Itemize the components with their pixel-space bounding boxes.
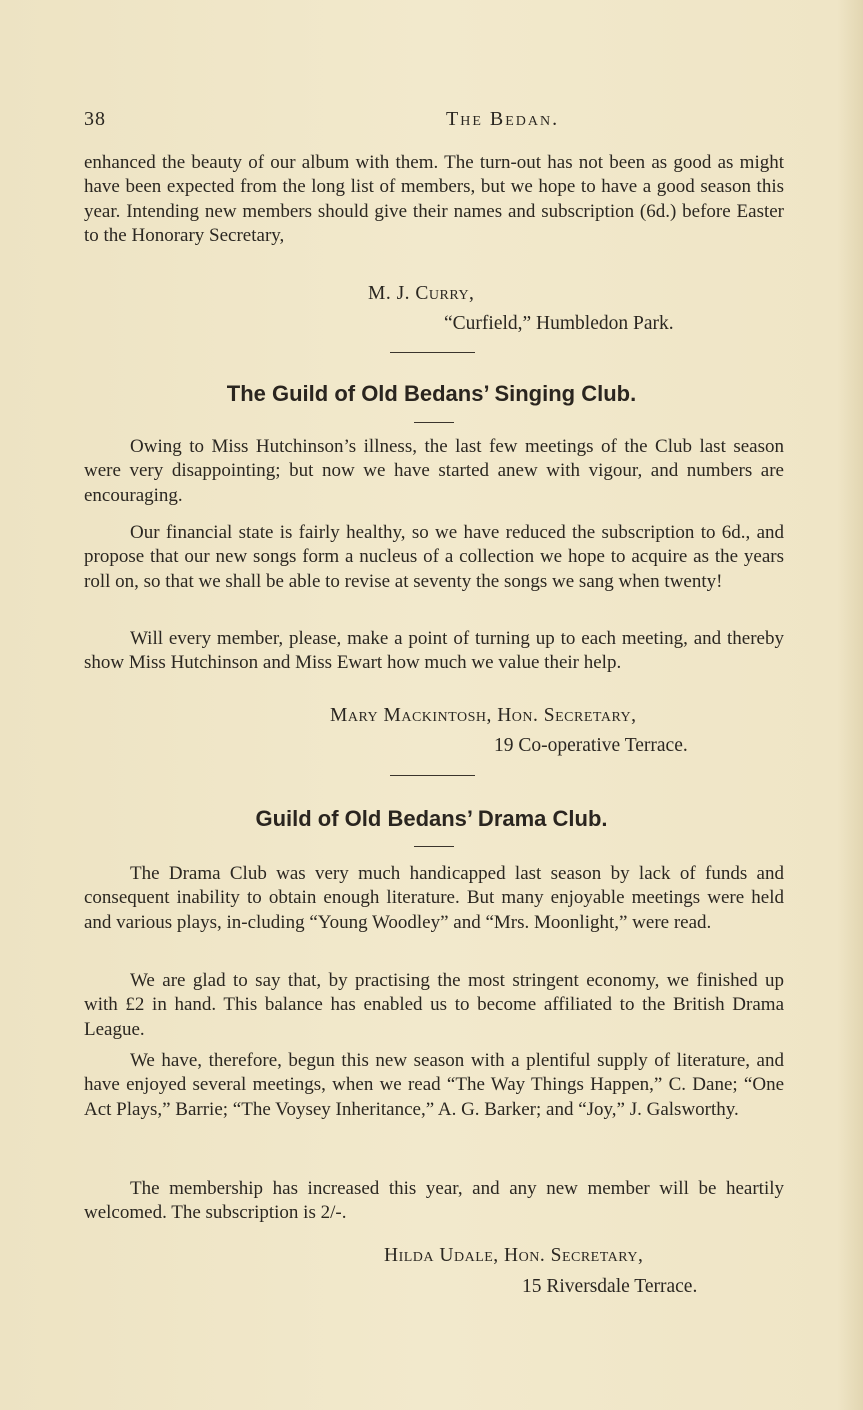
singing-paragraph-1: Owing to Miss Hutchinson’s illness, the last few meetings of the Club last season were very disappointing; but now we have started anew with vigour, and numbers are encouraging. [84,436,784,506]
singing-club-body-3 [84,627,784,676]
section-divider [390,775,475,776]
drama-paragraph-2: We are glad to say that, by practising the most stringent economy, we finished up with £2 in hand. This balance has enabled us to become affiliated to the British Drama League. [84,970,784,1040]
intro-signature-address: “Curfield,” Humbledon Park. [444,313,674,334]
singing-club-body-2 [84,521,784,594]
drama-club-body-3 [84,1049,784,1122]
intro-section [84,151,784,248]
intro-paragraph: enhanced the beauty of our album with them. The turn-out has not been as good as might have been expected from the long list of members, but we hope to have a good season this year. Intending new members should give their names and subscription (6d.) before Easter to the Honorary Secretary, [84,152,784,246]
drama-signature-name: Hilda Udale, Hon. Secretary, [384,1245,644,1266]
singing-club-body [84,435,784,508]
page-number: 38 [84,108,106,130]
singing-signature-address: 19 Co-operative Terrace. [494,735,688,756]
section-divider [390,352,475,353]
singing-paragraph-2: Our financial state is fairly healthy, so we have reduced the subscription to 6d., and propose that our new songs form a nucleus of a collection we hope to acquire as the years roll on, so that we shall be able to revise at seventy the songs we sang when twenty! [84,522,784,592]
page-header [84,108,783,138]
drama-paragraph-3: We have, therefore, begun this new season with a plentiful supply of literature, and have enjoyed several meetings, when we read “The Way Things Happen,” C. Dane; “One Act Plays,” Barrie; “The Voysey Inheritance,” A. G. Barker; and “Joy,” J. Galsworthy. [84,1050,784,1120]
drama-club-body-2 [84,969,784,1042]
drama-club-body [84,862,784,935]
singing-club-title: The Guild of Old Bedans’ Singing Club. [226,381,637,406]
running-title: The Bedan. [446,108,560,130]
drama-signature-address: 15 Riversdale Terrace. [522,1276,698,1297]
drama-club-title: Guild of Old Bedans’ Drama Club. [255,806,608,831]
drama-paragraph-4: The membership has increased this year, and any new member will be heartily welcomed. The subscription is 2/-. [84,1178,784,1224]
singing-paragraph-3: Will every member, please, make a point of turning up to each meeting, and thereby show Miss Hutchinson and Miss Ewart how much we value their help. [84,628,784,674]
drama-paragraph-1: The Drama Club was very much handicapped last season by lack of funds and consequent inability to obtain enough literature. But many enjoyable meetings were held and various plays, in-cluding “Young Woodley” and “Mrs. Moonlight,” were read. [84,863,784,933]
singing-signature-name: Mary Mackintosh, Hon. Secretary, [330,705,637,726]
title-underline [414,422,454,423]
title-underline [414,846,454,847]
intro-signature-name: M. J. Curry, [368,283,475,304]
drama-club-body-4 [84,1177,784,1226]
